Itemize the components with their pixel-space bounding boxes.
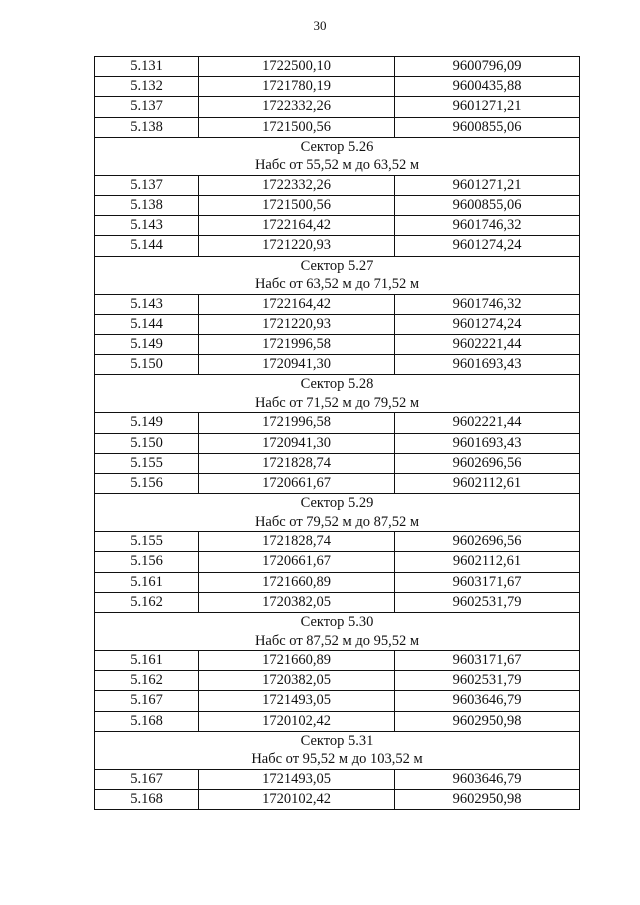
sector-height-range: Набс от 95,52 м до 103,52 м (251, 751, 423, 768)
point-number-cell: 5.162 (95, 671, 199, 691)
y-coordinate-cell: 9601746,32 (395, 294, 580, 314)
y-coordinate-cell: 9602531,79 (395, 592, 580, 612)
y-coordinate-cell: 9601693,43 (395, 355, 580, 375)
sector-name: Сектор 5.27 (300, 257, 374, 274)
sector-header-row (95, 494, 580, 532)
sector-name: Сектор 5.30 (300, 614, 374, 631)
x-coordinate-cell: 1721220,93 (199, 314, 395, 334)
sector-height-range: Набс от 79,52 м до 87,52 м (254, 513, 420, 530)
x-coordinate-cell: 1721828,74 (199, 453, 395, 473)
table-row (95, 57, 580, 77)
point-number-cell: 5.143 (95, 294, 199, 314)
coordinates-table (94, 56, 580, 810)
table-row (95, 532, 580, 552)
x-coordinate-cell: 1721220,93 (199, 236, 395, 256)
point-number-cell: 5.162 (95, 592, 199, 612)
sector-height-range: Набс от 55,52 м до 63,52 м (254, 157, 420, 174)
point-number-cell: 5.167 (95, 691, 199, 711)
x-coordinate-cell: 1721500,56 (199, 196, 395, 216)
sector-header-row (95, 731, 580, 769)
x-coordinate-cell: 1720661,67 (199, 474, 395, 494)
x-coordinate-cell: 1722164,42 (199, 294, 395, 314)
point-number-cell: 5.155 (95, 453, 199, 473)
y-coordinate-cell: 9601693,43 (395, 433, 580, 453)
x-coordinate-cell: 1721493,05 (199, 691, 395, 711)
x-coordinate-cell: 1721996,58 (199, 413, 395, 433)
table-row (95, 335, 580, 355)
table-row (95, 671, 580, 691)
sector-header-row (95, 375, 580, 413)
point-number-cell: 5.138 (95, 117, 199, 137)
x-coordinate-cell: 1722500,10 (199, 57, 395, 77)
point-number-cell: 5.150 (95, 355, 199, 375)
y-coordinate-cell: 9600435,88 (395, 77, 580, 97)
table-row (95, 453, 580, 473)
y-coordinate-cell: 9600855,06 (395, 196, 580, 216)
point-number-cell: 5.150 (95, 433, 199, 453)
sector-header-cell (95, 375, 580, 413)
table-row (95, 77, 580, 97)
y-coordinate-cell: 9601274,24 (395, 314, 580, 334)
table-row (95, 117, 580, 137)
sector-height-range: Набс от 87,52 м до 95,52 м (254, 632, 420, 649)
sector-header-cell (95, 613, 580, 651)
y-coordinate-cell: 9601274,24 (395, 236, 580, 256)
y-coordinate-cell: 9602696,56 (395, 453, 580, 473)
sector-header-cell (95, 256, 580, 294)
y-coordinate-cell: 9601746,32 (395, 216, 580, 236)
point-number-cell: 5.144 (95, 314, 199, 334)
x-coordinate-cell: 1720102,42 (199, 711, 395, 731)
y-coordinate-cell: 9602221,44 (395, 413, 580, 433)
y-coordinate-cell: 9603171,67 (395, 572, 580, 592)
x-coordinate-cell: 1721493,05 (199, 769, 395, 789)
y-coordinate-cell: 9603646,79 (395, 691, 580, 711)
sector-name: Сектор 5.29 (300, 495, 374, 512)
point-number-cell: 5.168 (95, 711, 199, 731)
table-row (95, 711, 580, 731)
y-coordinate-cell: 9603646,79 (395, 769, 580, 789)
y-coordinate-cell: 9602696,56 (395, 532, 580, 552)
sector-header-row (95, 137, 580, 175)
point-number-cell: 5.137 (95, 175, 199, 195)
x-coordinate-cell: 1720102,42 (199, 790, 395, 810)
point-number-cell: 5.156 (95, 474, 199, 494)
sector-name: Сектор 5.26 (300, 138, 374, 155)
x-coordinate-cell: 1721660,89 (199, 572, 395, 592)
x-coordinate-cell: 1722164,42 (199, 216, 395, 236)
table-row (95, 790, 580, 810)
y-coordinate-cell: 9602531,79 (395, 671, 580, 691)
table-row (95, 651, 580, 671)
x-coordinate-cell: 1721500,56 (199, 117, 395, 137)
point-number-cell: 5.161 (95, 572, 199, 592)
x-coordinate-cell: 1720382,05 (199, 671, 395, 691)
sector-header-cell (95, 137, 580, 175)
table-row (95, 433, 580, 453)
point-number-cell: 5.149 (95, 413, 199, 433)
point-number-cell: 5.131 (95, 57, 199, 77)
table-row (95, 175, 580, 195)
y-coordinate-cell: 9602950,98 (395, 711, 580, 731)
table-row (95, 314, 580, 334)
table-row (95, 216, 580, 236)
x-coordinate-cell: 1721996,58 (199, 335, 395, 355)
x-coordinate-cell: 1721780,19 (199, 77, 395, 97)
point-number-cell: 5.143 (95, 216, 199, 236)
x-coordinate-cell: 1720941,30 (199, 355, 395, 375)
page-number: 30 (313, 18, 327, 33)
sector-header-row (95, 613, 580, 651)
table-row (95, 294, 580, 314)
y-coordinate-cell: 9601271,21 (395, 175, 580, 195)
point-number-cell: 5.149 (95, 335, 199, 355)
y-coordinate-cell: 9601271,21 (395, 97, 580, 117)
y-coordinate-cell: 9602221,44 (395, 335, 580, 355)
point-number-cell: 5.156 (95, 552, 199, 572)
sector-header-row (95, 256, 580, 294)
point-number-cell: 5.132 (95, 77, 199, 97)
sector-header-cell (95, 731, 580, 769)
y-coordinate-cell: 9602112,61 (395, 474, 580, 494)
table-row (95, 474, 580, 494)
table-row (95, 97, 580, 117)
table-row (95, 769, 580, 789)
sector-height-range: Набс от 71,52 м до 79,52 м (254, 394, 420, 411)
table-row (95, 592, 580, 612)
x-coordinate-cell: 1722332,26 (199, 175, 395, 195)
point-number-cell: 5.144 (95, 236, 199, 256)
x-coordinate-cell: 1720382,05 (199, 592, 395, 612)
point-number-cell: 5.168 (95, 790, 199, 810)
point-number-cell: 5.161 (95, 651, 199, 671)
point-number-cell: 5.138 (95, 196, 199, 216)
table-row (95, 355, 580, 375)
x-coordinate-cell: 1720941,30 (199, 433, 395, 453)
y-coordinate-cell: 9602112,61 (395, 552, 580, 572)
sector-name: Сектор 5.31 (300, 732, 374, 749)
y-coordinate-cell: 9600855,06 (395, 117, 580, 137)
sector-header-cell (95, 494, 580, 532)
sector-height-range: Набс от 63,52 м до 71,52 м (254, 276, 420, 293)
table-row (95, 552, 580, 572)
x-coordinate-cell: 1722332,26 (199, 97, 395, 117)
table-row (95, 413, 580, 433)
y-coordinate-cell: 9600796,09 (395, 57, 580, 77)
y-coordinate-cell: 9603171,67 (395, 651, 580, 671)
point-number-cell: 5.155 (95, 532, 199, 552)
x-coordinate-cell: 1721828,74 (199, 532, 395, 552)
table-row (95, 196, 580, 216)
x-coordinate-cell: 1720661,67 (199, 552, 395, 572)
x-coordinate-cell: 1721660,89 (199, 651, 395, 671)
table-row (95, 691, 580, 711)
sector-name: Сектор 5.28 (300, 376, 374, 393)
point-number-cell: 5.167 (95, 769, 199, 789)
point-number-cell: 5.137 (95, 97, 199, 117)
table-row (95, 236, 580, 256)
table-row (95, 572, 580, 592)
y-coordinate-cell: 9602950,98 (395, 790, 580, 810)
coordinates-table-body (95, 57, 580, 810)
